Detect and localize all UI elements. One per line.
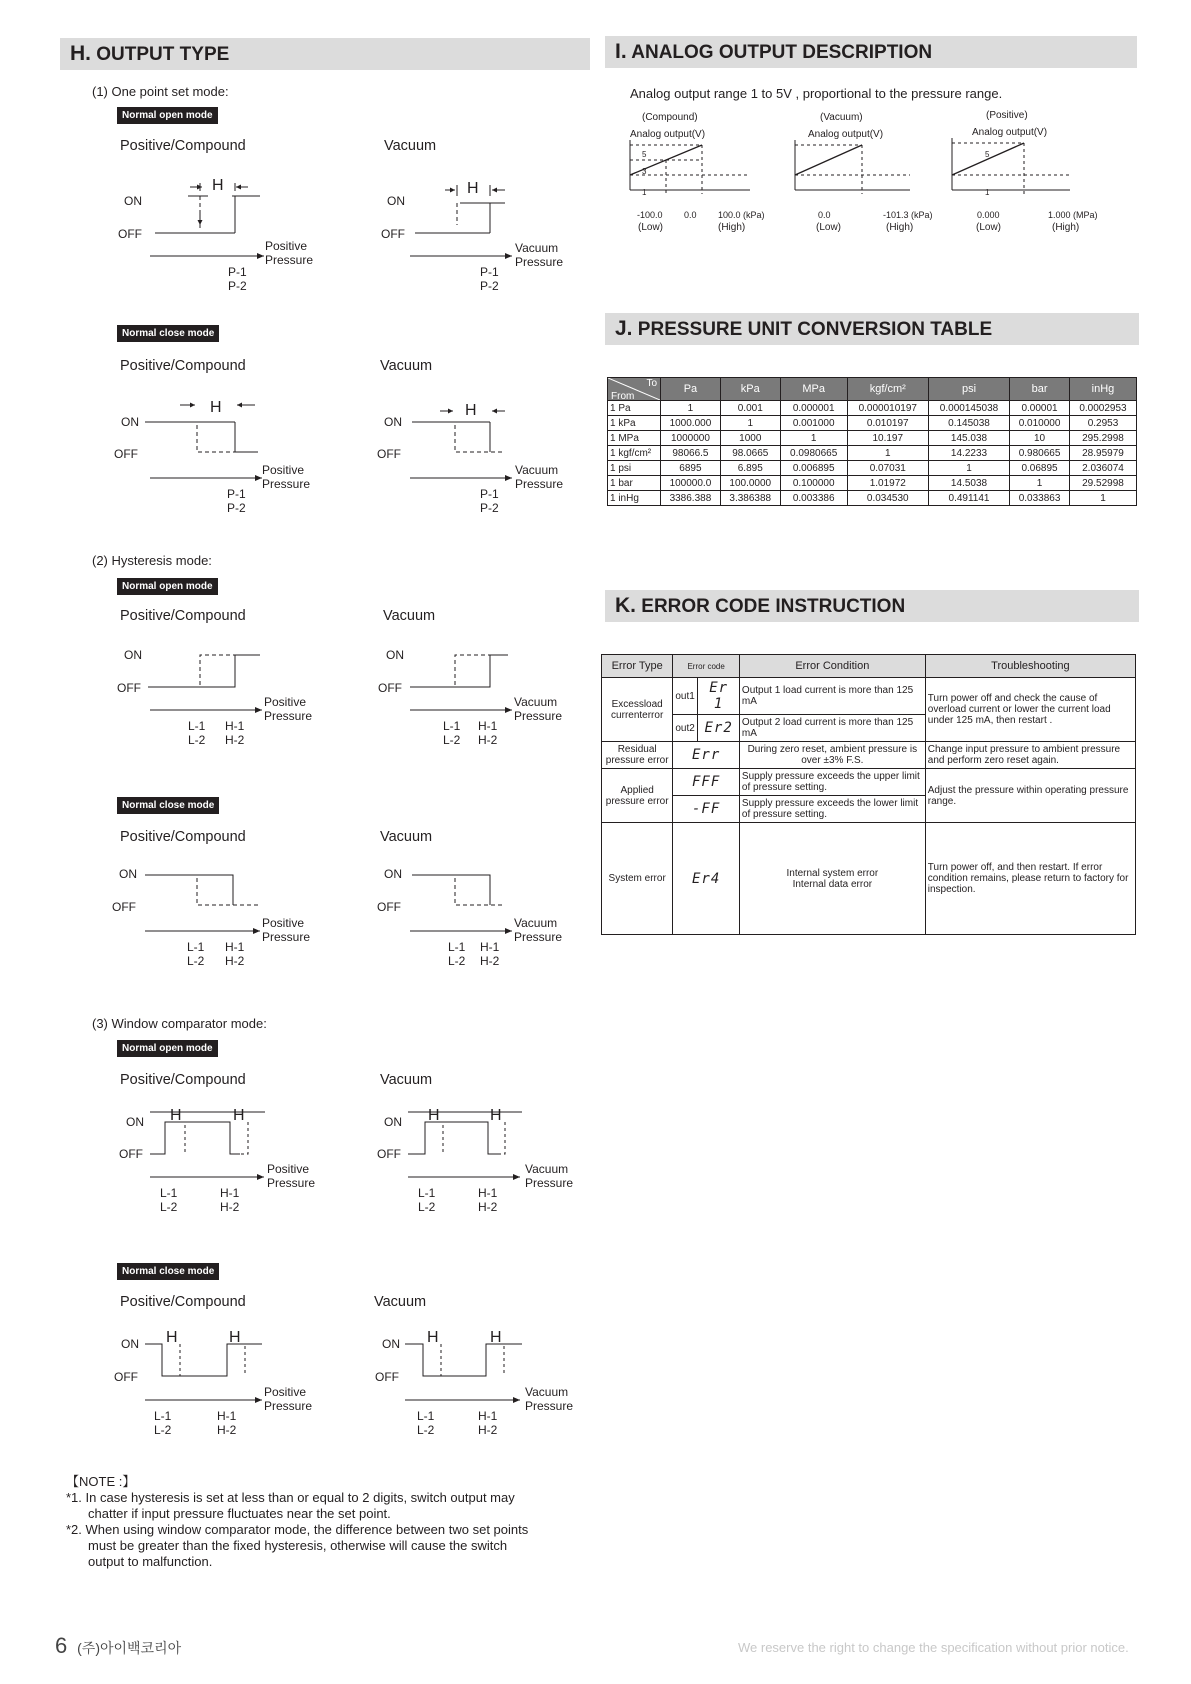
diagram-title: Positive/Compound xyxy=(120,608,246,624)
off-label: OFF xyxy=(377,1147,401,1161)
h2-label: H-2 xyxy=(217,1423,237,1437)
error-condition-cell: Supply pressure exceeds the upper limit of pressure setting. xyxy=(739,769,925,796)
value-cell: 100000.0 xyxy=(661,476,721,491)
on-label: ON xyxy=(382,1337,400,1351)
diagram-m3-nc-pos xyxy=(114,1329,312,1437)
positive-label: Positive xyxy=(262,916,305,930)
y-axis-label: Analog output(V) xyxy=(808,129,884,140)
vacuum-label: Vacuum xyxy=(525,1385,569,1399)
on-label: ON xyxy=(124,648,142,662)
error-code-cell: -FF xyxy=(673,796,740,823)
on-label: ON xyxy=(387,194,405,208)
error-condition-cell: Supply pressure exceeds the lower limit of pressure setting. xyxy=(739,796,925,823)
value-cell: 145.038 xyxy=(928,431,1009,446)
from-label: From xyxy=(611,391,635,402)
h-label: H xyxy=(210,399,222,416)
unit-header: MPa xyxy=(780,378,847,401)
error-code-cell: Er2 xyxy=(698,715,740,742)
off-label: OFF xyxy=(117,681,141,695)
section-k-header xyxy=(605,590,1139,622)
error-type-cell: System error xyxy=(602,823,673,935)
section-title: ERROR CODE INSTRUCTION xyxy=(641,596,906,617)
diagram-m1-no-pos xyxy=(118,177,313,293)
value-cell: 1.01972 xyxy=(847,476,928,491)
diagram-title: Vacuum xyxy=(380,829,433,845)
diagram-title: Vacuum xyxy=(380,358,433,374)
vacuum-label: Vacuum xyxy=(514,916,558,930)
unit-header: bar xyxy=(1010,378,1070,401)
row-unit-cell: 1 kgf/cm² xyxy=(608,446,661,461)
value-cell: 0.034530 xyxy=(847,491,928,506)
off-label: OFF xyxy=(118,227,142,241)
value-cell: 1000.000 xyxy=(661,416,721,431)
value-cell: 0.000010197 xyxy=(847,401,928,416)
error-type-cell: Residual pressure error xyxy=(602,742,673,769)
value-cell: 0.000145038 xyxy=(928,401,1009,416)
error-type-cell: Excessload currenterror xyxy=(602,678,673,742)
mode-tag-close: Normal close mode xyxy=(117,797,219,814)
positive-label: Positive xyxy=(264,1385,307,1399)
positive-label: Positive xyxy=(264,695,307,709)
note-item: *2. When using window comparator mode, the difference between two set points xyxy=(66,1522,529,1537)
value-cell: 98.0665 xyxy=(720,446,780,461)
analog-intro: Analog output range 1 to 5V , proportional to the pressure range. xyxy=(630,86,1003,101)
note-item: must be greater than the fixed hysteresis, otherwise will cause the switch xyxy=(88,1538,508,1553)
on-label: ON xyxy=(384,415,402,429)
pressure-label: Pressure xyxy=(515,477,564,491)
header-error-code: Error code xyxy=(673,655,740,678)
h-label: H xyxy=(212,177,224,194)
condition-line: Internal data error xyxy=(792,878,873,890)
chart-title: (Positive) xyxy=(986,110,1028,121)
mode3-label: (3) Window comparator mode: xyxy=(92,1016,267,1031)
error-code-cell: Err xyxy=(673,742,740,769)
tick-label: 3 xyxy=(642,167,647,176)
h2-label: H-2 xyxy=(480,954,500,968)
error-row xyxy=(602,678,1136,715)
p2-label: P-2 xyxy=(480,501,499,515)
diagram-title: Positive/Compound xyxy=(120,1072,246,1088)
page-number: 6 xyxy=(55,1633,68,1658)
output-type-diagrams xyxy=(0,0,600,1480)
company-name: (주)아이백코리아 xyxy=(77,1640,182,1656)
value-cell: 295.2998 xyxy=(1069,431,1136,446)
out-label: out2 xyxy=(673,715,698,742)
l1-label: L-1 xyxy=(154,1409,172,1423)
diagram-title: Positive/Compound xyxy=(120,138,246,154)
unit-header: Pa xyxy=(661,378,721,401)
off-label: OFF xyxy=(114,1370,138,1384)
unit-header: kgf/cm² xyxy=(847,378,928,401)
mode-tag-open: Normal open mode xyxy=(117,1040,218,1057)
off-label: OFF xyxy=(112,900,136,914)
h2-label: H-2 xyxy=(225,733,245,747)
error-code-cell: Er4 xyxy=(673,823,740,935)
y-axis-label: Analog output(V) xyxy=(630,129,706,140)
low-label: (Low) xyxy=(976,222,1002,233)
h1-label: H-1 xyxy=(478,719,498,733)
h1-label: H-1 xyxy=(217,1409,237,1423)
conversion-header-row xyxy=(608,378,1137,401)
section-letter: H. xyxy=(70,42,91,65)
y-axis-label: Analog output(V) xyxy=(972,127,1048,138)
conversion-row xyxy=(608,491,1137,506)
header-troubleshooting: Troubleshooting xyxy=(925,655,1135,678)
p1-label: P-1 xyxy=(227,487,246,501)
mode2-label: (2) Hysteresis mode: xyxy=(92,553,212,568)
mode-tag-close: Normal close mode xyxy=(117,1263,219,1280)
diagram-title: Positive/Compound xyxy=(120,358,246,374)
high-label: (High) xyxy=(718,222,746,233)
low-label: (Low) xyxy=(816,222,842,233)
p1-label: P-1 xyxy=(480,265,499,279)
diagram-m2-nc-vac xyxy=(377,867,562,968)
p1-label: P-1 xyxy=(480,487,499,501)
condition-line: Internal system error xyxy=(786,867,879,879)
l2-label: L-2 xyxy=(154,1423,172,1437)
value-cell: 1 xyxy=(661,401,721,416)
value-cell: 0.003386 xyxy=(780,491,847,506)
error-type-cell: Applied pressure error xyxy=(602,769,673,823)
h-label: H xyxy=(428,1107,440,1124)
h2-label: H-2 xyxy=(478,1200,498,1214)
l2-label: L-2 xyxy=(418,1200,436,1214)
on-label: ON xyxy=(384,1115,402,1129)
value-cell: 1 xyxy=(847,446,928,461)
row-unit-cell: 1 bar xyxy=(608,476,661,491)
h-label: H xyxy=(465,402,477,419)
positive-label: Positive xyxy=(267,1162,310,1176)
on-label: ON xyxy=(119,867,137,881)
tick-label: 5 xyxy=(642,150,647,159)
diagram-m1-nc-pos xyxy=(114,399,310,515)
diagram-m2-no-pos xyxy=(117,648,312,747)
vacuum-label: Vacuum xyxy=(525,1162,569,1176)
h-label: H xyxy=(467,180,479,197)
conversion-table xyxy=(607,377,1137,506)
pressure-label: Pressure xyxy=(264,709,313,723)
tick-label: 1 xyxy=(642,188,647,197)
section-letter: I. xyxy=(615,40,627,63)
pressure-label: Pressure xyxy=(525,1399,574,1413)
h1-label: H-1 xyxy=(225,940,245,954)
row-unit-cell: 1 Pa xyxy=(608,401,661,416)
l1-label: L-1 xyxy=(417,1409,435,1423)
conversion-row xyxy=(608,476,1137,491)
diagram-title: Vacuum xyxy=(384,138,437,154)
error-row xyxy=(602,823,1136,935)
error-condition-cell xyxy=(739,823,925,935)
p2-label: P-2 xyxy=(227,501,246,515)
h-label: H xyxy=(229,1329,241,1346)
value-cell: 98066.5 xyxy=(661,446,721,461)
h-label: H xyxy=(233,1107,245,1124)
high-label: (High) xyxy=(886,222,914,233)
on-label: ON xyxy=(121,1337,139,1351)
h1-label: H-1 xyxy=(220,1186,240,1200)
row-unit-cell: 1 MPa xyxy=(608,431,661,446)
section-i-header xyxy=(605,36,1137,68)
value-cell: 0.000001 xyxy=(780,401,847,416)
troubleshooting-cell: Change input pressure to ambient pressure and perform zero reset again. xyxy=(925,742,1135,769)
h1-label: H-1 xyxy=(225,719,245,733)
l1-label: L-1 xyxy=(448,940,466,954)
diagram-m2-no-vac xyxy=(378,648,562,747)
section-title: OUTPUT TYPE xyxy=(96,44,230,65)
h-label: H xyxy=(490,1107,502,1124)
pressure-label: Pressure xyxy=(262,930,311,944)
h2-label: H-2 xyxy=(225,954,245,968)
on-label: ON xyxy=(384,867,402,881)
section-letter: J. xyxy=(615,317,633,340)
conversion-row xyxy=(608,416,1137,431)
h-label: H xyxy=(166,1329,178,1346)
value-cell: 1 xyxy=(928,461,1009,476)
diagram-title: Vacuum xyxy=(380,1072,433,1088)
off-label: OFF xyxy=(378,681,402,695)
value-cell: 0.100000 xyxy=(780,476,847,491)
error-condition-cell: Output 2 load current is more than 125 mA xyxy=(739,715,925,742)
chart-title: (Vacuum) xyxy=(820,112,863,123)
off-label: OFF xyxy=(377,447,401,461)
x-low-label: -100.0 xyxy=(637,210,663,220)
value-cell: 3386.388 xyxy=(661,491,721,506)
troubleshooting-cell: Adjust the pressure within operating pressure range. xyxy=(925,769,1135,823)
error-code-cell: Er 1 xyxy=(698,678,740,715)
value-cell: 1 xyxy=(780,431,847,446)
pressure-label: Pressure xyxy=(264,1399,313,1413)
diagram-m3-no-vac xyxy=(377,1107,573,1214)
value-cell: 0.0002953 xyxy=(1069,401,1136,416)
value-cell: 3.386388 xyxy=(720,491,780,506)
l2-label: L-2 xyxy=(160,1200,178,1214)
tick-label: 5 xyxy=(985,150,990,159)
on-label: ON xyxy=(124,194,142,208)
h1-label: H-1 xyxy=(480,940,500,954)
value-cell: 0.001 xyxy=(720,401,780,416)
diagram-m3-nc-vac xyxy=(375,1329,573,1437)
l1-label: L-1 xyxy=(443,719,461,733)
series-line xyxy=(952,143,1024,175)
footer-disclaimer: We reserve the right to change the specification without prior notice. xyxy=(738,1640,1129,1655)
value-cell: 0.010000 xyxy=(1010,416,1070,431)
p2-label: P-2 xyxy=(480,279,499,293)
mode-tag-open: Normal open mode xyxy=(117,107,218,124)
note-title: 【NOTE :】 xyxy=(66,1474,136,1489)
header-error-type: Error Type xyxy=(602,655,673,678)
off-label: OFF xyxy=(375,1370,399,1384)
section-title: ANALOG OUTPUT DESCRIPTION xyxy=(631,42,933,63)
error-row xyxy=(602,742,1136,769)
diagram-title: Positive/Compound xyxy=(120,1294,246,1310)
x-high-label: -101.3 (kPa) xyxy=(883,210,933,220)
value-cell: 6895 xyxy=(661,461,721,476)
value-cell: 0.491141 xyxy=(928,491,1009,506)
pressure-label: Pressure xyxy=(525,1176,574,1190)
x-low-label: 0.000 xyxy=(977,210,1000,220)
section-letter: K. xyxy=(615,594,636,617)
conversion-row xyxy=(608,401,1137,416)
mode-tag-close: Normal close mode xyxy=(117,325,219,342)
h2-label: H-2 xyxy=(220,1200,240,1214)
h-label: H xyxy=(490,1329,502,1346)
unit-header: inHg xyxy=(1069,378,1136,401)
troubleshooting-cell: Turn power off, and then restart. If error condition remains, please return to factory for inspection. xyxy=(925,823,1135,935)
l2-label: L-2 xyxy=(448,954,466,968)
value-cell: 100.0000 xyxy=(720,476,780,491)
l2-label: L-2 xyxy=(443,733,461,747)
off-label: OFF xyxy=(114,447,138,461)
mode1-label: (1) One point set mode: xyxy=(92,84,229,99)
value-cell: 1 xyxy=(720,416,780,431)
value-cell: 6.895 xyxy=(720,461,780,476)
l1-label: L-1 xyxy=(187,940,205,954)
positive-label: Positive xyxy=(262,463,305,477)
diagram-m1-no-vac xyxy=(381,180,563,293)
l1-label: L-1 xyxy=(160,1186,178,1200)
value-cell: 28.95979 xyxy=(1069,446,1136,461)
tick-label: 1 xyxy=(985,188,990,197)
troubleshooting-cell: Turn power off and check the cause of overload current or lower the current load under 125 mA, then restart . xyxy=(925,678,1135,742)
value-cell: 0.0980665 xyxy=(780,446,847,461)
low-label: (Low) xyxy=(638,222,664,233)
error-code-table xyxy=(601,654,1136,935)
error-condition-cell: Output 1 load current is more than 125 mA xyxy=(739,678,925,715)
value-cell: 1 xyxy=(1010,476,1070,491)
positive-label: Positive xyxy=(265,239,308,253)
l2-label: L-2 xyxy=(187,954,205,968)
error-condition-cell: During zero reset, ambient pressure is over ±3% F.S. xyxy=(739,742,925,769)
value-cell: 0.006895 xyxy=(780,461,847,476)
off-label: OFF xyxy=(377,900,401,914)
diagram-title: Vacuum xyxy=(374,1294,427,1310)
pressure-label: Pressure xyxy=(262,477,311,491)
out-label: out1 xyxy=(673,678,698,715)
value-cell: 0.00001 xyxy=(1010,401,1070,416)
h-label: H xyxy=(427,1329,439,1346)
unit-header: kPa xyxy=(720,378,780,401)
p1-label: P-1 xyxy=(228,265,247,279)
vacuum-label: Vacuum xyxy=(515,463,559,477)
diagram-m2-nc-pos xyxy=(112,867,310,968)
x-low-label: 0.0 xyxy=(818,210,831,220)
note-item: *1. In case hysteresis is set at less than or equal to 2 digits, switch output may xyxy=(66,1490,515,1505)
h1-label: H-1 xyxy=(478,1409,498,1423)
on-label: ON xyxy=(126,1115,144,1129)
diagram-title: Vacuum xyxy=(383,608,436,624)
series-line xyxy=(795,145,862,175)
conversion-row xyxy=(608,446,1137,461)
vacuum-label: Vacuum xyxy=(514,695,558,709)
off-label: OFF xyxy=(119,1147,143,1161)
value-cell: 0.010197 xyxy=(847,416,928,431)
value-cell: 10 xyxy=(1010,431,1070,446)
l1-label: L-1 xyxy=(418,1186,436,1200)
value-cell: 14.2233 xyxy=(928,446,1009,461)
h-label: H xyxy=(170,1107,182,1124)
value-cell: 10.197 xyxy=(847,431,928,446)
h1-label: H-1 xyxy=(478,1186,498,1200)
footer-left xyxy=(55,1633,181,1659)
diagram-title: Positive/Compound xyxy=(120,829,246,845)
value-cell: 1000000 xyxy=(661,431,721,446)
x-high-label: 1.000 (MPa) xyxy=(1048,210,1098,220)
value-cell: 2.036074 xyxy=(1069,461,1136,476)
pressure-label: Pressure xyxy=(267,1176,316,1190)
row-unit-cell: 1 kPa xyxy=(608,416,661,431)
chart-title: (Compound) xyxy=(642,112,698,123)
diagram-m1-nc-vac xyxy=(377,402,563,515)
value-cell: 0.145038 xyxy=(928,416,1009,431)
value-cell: 0.001000 xyxy=(780,416,847,431)
p2-label: P-2 xyxy=(228,279,247,293)
corner-cell xyxy=(608,378,661,401)
analog-charts xyxy=(600,100,1140,245)
value-cell: 0.980665 xyxy=(1010,446,1070,461)
unit-header: psi xyxy=(928,378,1009,401)
value-cell: 0.06895 xyxy=(1010,461,1070,476)
value-cell: 29.52998 xyxy=(1069,476,1136,491)
pressure-label: Pressure xyxy=(514,930,563,944)
x-mid-label: 0.0 xyxy=(684,210,697,220)
value-cell: 0.033863 xyxy=(1010,491,1070,506)
high-label: (High) xyxy=(1052,222,1080,233)
value-cell: 0.2953 xyxy=(1069,416,1136,431)
value-cell: 1 xyxy=(1069,491,1136,506)
to-label: To xyxy=(646,378,657,389)
l2-label: L-2 xyxy=(417,1423,435,1437)
h2-label: H-2 xyxy=(478,1423,498,1437)
on-label: ON xyxy=(121,415,139,429)
value-cell: 14.5038 xyxy=(928,476,1009,491)
section-j-header xyxy=(605,313,1139,345)
error-code-cell: FFF xyxy=(673,769,740,796)
on-label: ON xyxy=(386,648,404,662)
conversion-row xyxy=(608,461,1137,476)
vacuum-label: Vacuum xyxy=(515,241,559,255)
row-unit-cell: 1 inHg xyxy=(608,491,661,506)
value-cell: 1000 xyxy=(720,431,780,446)
off-label: OFF xyxy=(381,227,405,241)
note-item: chatter if input pressure fluctuates near the set point. xyxy=(88,1506,391,1521)
row-unit-cell: 1 psi xyxy=(608,461,661,476)
x-high-label: 100.0 (kPa) xyxy=(718,210,765,220)
header-error-condition: Error Condition xyxy=(739,655,925,678)
l1-label: L-1 xyxy=(188,719,206,733)
conversion-row xyxy=(608,431,1137,446)
h2-label: H-2 xyxy=(478,733,498,747)
error-header-row xyxy=(602,655,1136,678)
pressure-label: Pressure xyxy=(515,255,564,269)
note-block xyxy=(66,1474,606,1570)
mode-tag-open: Normal open mode xyxy=(117,578,218,595)
pressure-label: Pressure xyxy=(514,709,563,723)
section-title: PRESSURE UNIT CONVERSION TABLE xyxy=(637,319,993,340)
pressure-label: Pressure xyxy=(265,253,314,267)
value-cell: 0.07031 xyxy=(847,461,928,476)
note-item: output to malfunction. xyxy=(88,1554,213,1569)
error-row xyxy=(602,769,1136,796)
l2-label: L-2 xyxy=(188,733,206,747)
diagram-m3-no-pos xyxy=(119,1107,315,1214)
